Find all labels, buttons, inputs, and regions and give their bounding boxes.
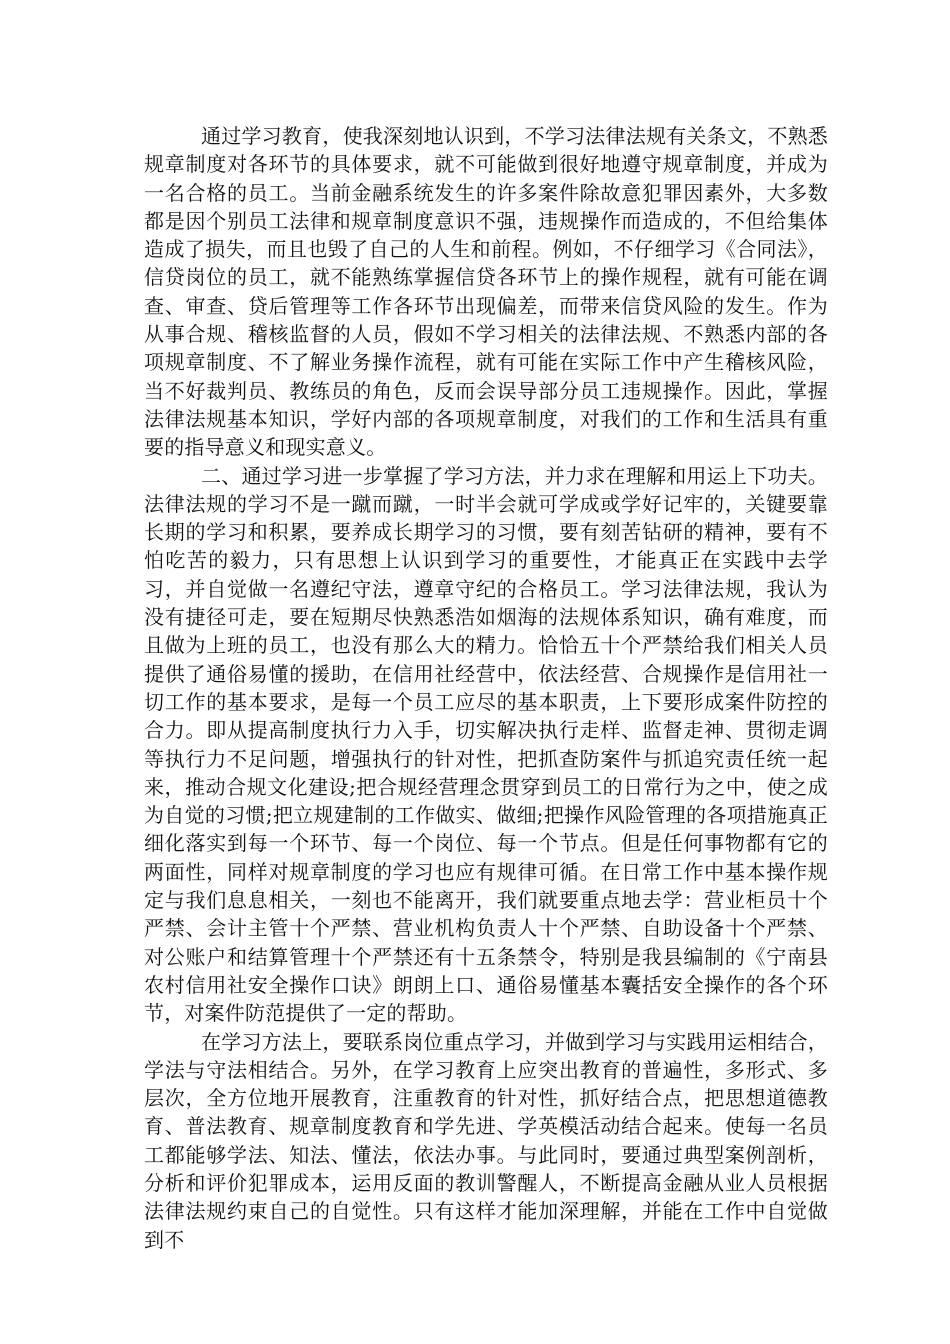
paragraph-1: 通过学习教育，使我深刻地认识到，不学习法律法规有关条文，不熟悉规章制度对各环节的具体要求，就不可能做到很好地遵守规章制度，并成为一名合格的员工。当前金融系统发生的许多案件除故意犯罪因素外，大多数都是因个别员工法律和规章制度意识不强，违规操作而造成的，不但给集体造成了损失，而且也毁了自己的人生和前程。例如，不仔细学习《合同法》，信贷岗位的员工，就不能熟练掌握信贷各环节上的操作规程，就有可能在调查、审查、贷后管理等工作各环节出现偏差，而带来信贷风险的发生。作为从事合规、稽核监督的人员，假如不学习相关的法律法规、不熟悉内部的各项规章制度、不了解业务操作流程，就有可能在实际工作中产生稽核风险，当不好裁判员、教练员的角色，反而会误导部分员工违规操作。因此，掌握法律法规基本知识，学好内部的各项规章制度，对我们的工作和生活具有重要的指导意义和现实意义。 bbox=[144, 124, 828, 460]
paragraph-3: 在学习方法上，要联系岗位重点学习，并做到学习与实践用运相结合，学法与守法相结合。另外，在学习教育上应突出教育的普遍性，多形式、多层次，全方位地开展教育，注重教育的针对性，抓好结合点，把思想道德教育、普法教育、规章制度教育和学先进、学英模活动结合起来。使每一名员工都能够学法、知法、懂法，依法办事。与此同时，要通过典型案例剖析，分析和评价犯罪成本，运用反面的教训警醒人，不断提高金融从业人员根据法律法规约束自己的自觉性。只有这样才能加深理解，并能在工作中自觉做到不 bbox=[144, 1029, 828, 1252]
document-body bbox=[144, 122, 828, 1254]
paragraph-2: 二、通过学习进一步掌握了学习方法，并力求在理解和用运上下功夫。法律法规的学习不是一蹴而蹴，一时半会就可学成或学好记牢的，关键要靠长期的学习和积累，要养成长期学习的习惯，要有刻苦钻研的精神，要有不怕吃苦的毅力，只有思想上认识到学习的重要性，才能真正在实践中去学习，并自觉做一名遵纪守法，遵章守纪的合格员工。学习法律法规，我认为没有捷径可走，要在短期尽快熟悉浩如烟海的法规体系知识，确有难度，而且做为上班的员工，也没有那么大的精力。恰恰五十个严禁给我们相关人员提供了通俗易懂的援助，在信用社经营中，依法经营、合规操作是信用社一切工作的基本要求，是每一个员工应尽的基本职责，上下要形成案件防控的合力。即从提高制度执行力入手，切实解决执行走样、监督走神、贯彻走调等执行力不足问题，增强执行的针对性，把抓查防案件与抓追究责任统一起来，推动合规文化建设;把合规经营理念贯穿到员工的日常行为之中，使之成为自觉的习惯;把立规建制的工作做实、做细;把操作风险管理的各项措施真正细化落实到每一个环节、每一个岗位、每一个节点。但是任何事物都有它的两面性，同样对规章制度的学习也应有规律可循。在日常工作中基本操作规定与我们息息相关，一刻也不能离开，我们就要重点地去学：营业柜员十个严禁、会计主管十个严禁、营业机构负责人十个严禁、自助设备十个严禁、对公账户和结算管理十个严禁还有十五条禁令，特别是我县编制的《宁南县农村信用社安全操作口诀》朗朗上口、通俗易懂基本囊括安全操作的各个环节，对案件防范提供了一定的帮助。 bbox=[144, 463, 828, 1026]
